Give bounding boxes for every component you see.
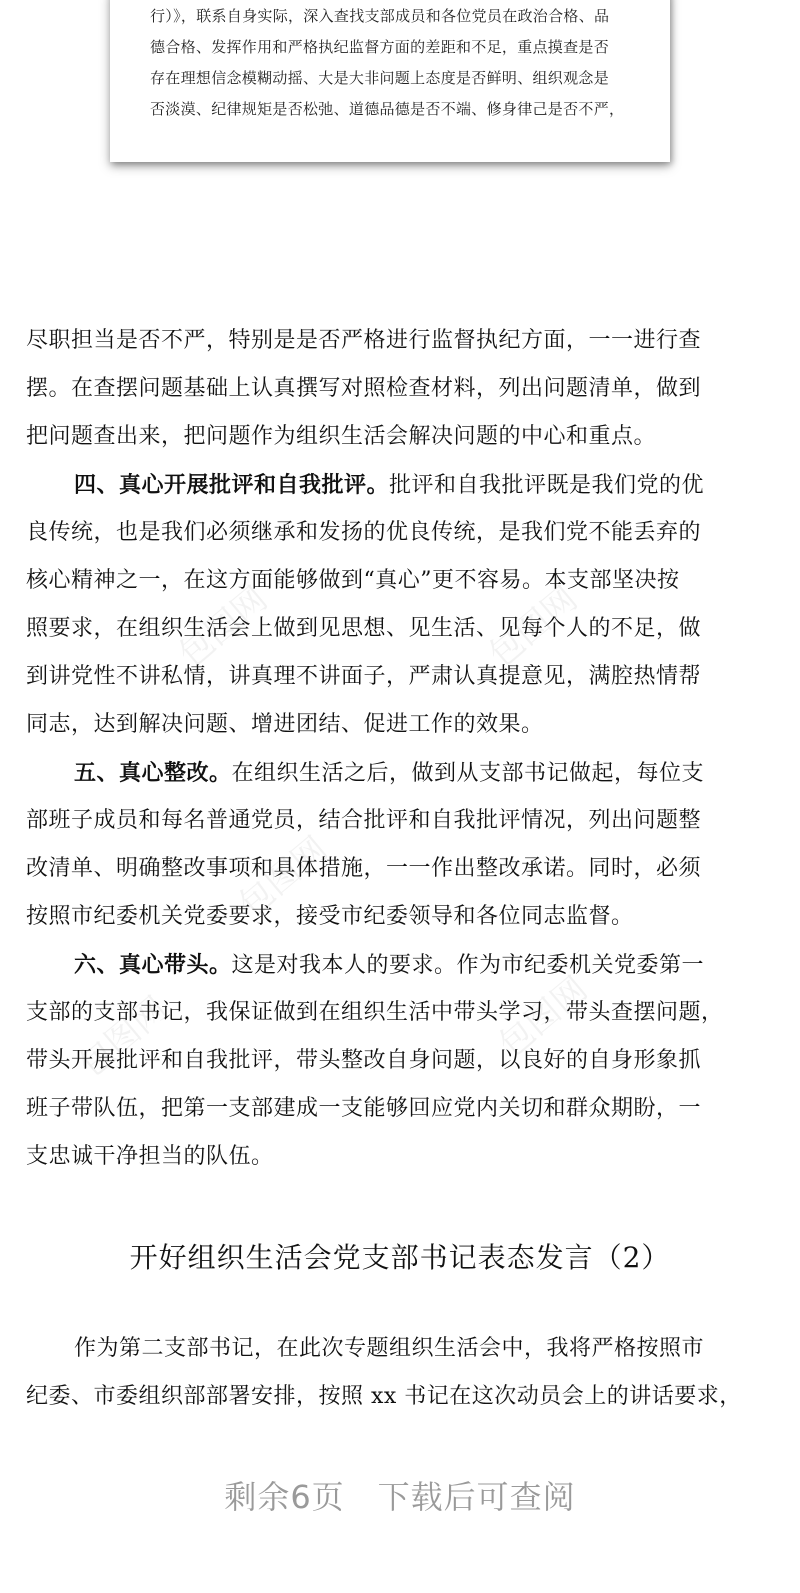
paragraph-line: 作为第二支部书记，在此次专题组织生活会中，我将严格按照市 — [74, 1336, 705, 1361]
paragraph-text: 这是对我本人的要求。作为市纪委机关党委第一 — [231, 953, 705, 978]
paragraph-line: 摆。在查摆问题基础上认真撰写对照检查材料，列出问题清单，做到 — [26, 376, 702, 401]
paragraph-line: 把问题查出来，把问题作为组织生活会解决问题的中心和重点。 — [26, 424, 657, 449]
card-line: 德合格、发挥作用和严格执纪监督方面的差距和不足，重点摸查是否 — [150, 38, 610, 56]
card-line: 否淡漠、纪律规矩是否松弛、道德品德是否不端、修身律己是否不严， — [150, 100, 625, 118]
card-line: 行）》，联系自身实际，深入查找支部成员和各位党员在政治合格、品 — [150, 7, 610, 25]
card-line: 存在理想信念模糊动摇、大是大非问题上态度是否鲜明、组织观念是 — [150, 69, 610, 87]
section-title: 开好组织生活会党支部书记表态发言（2） — [129, 1241, 671, 1274]
paragraph-text: 批评和自我批评既是我们党的优 — [389, 473, 705, 498]
paragraph-line: 带头开展批评和自我批评，带头整改自身问题，以良好的自身形象抓 — [26, 1048, 702, 1073]
paragraph-line: 到讲党性不讲私情，讲真理不讲面子，严肃认真提意见，满腔热情帮 — [26, 664, 702, 689]
paragraph-line: 良传统，也是我们必须继承和发扬的优良传统，是我们党不能丢弃的 — [26, 520, 702, 545]
watermark-icon: 包图网 — [171, 579, 276, 676]
preview-page-card — [110, 0, 670, 162]
paragraph-first-line — [74, 470, 774, 501]
paragraph-line: 支忠诚干净担当的队伍。 — [26, 1144, 274, 1169]
watermark-icon: 包图网 — [491, 969, 596, 1066]
section-heading: 五、真心整改。 — [74, 760, 232, 786]
section-heading: 六、真心带头。 — [74, 952, 232, 978]
paragraph-line: 纪委、市委组织部部署安排，按照 xx 书记在这次动员会上的讲话要求， — [26, 1384, 742, 1409]
paragraph-line: 改清单、明确整改事项和具体措施，一一作出整改承诺。同时，必须 — [26, 856, 702, 881]
paragraph-text: 在组织生活之后，做到从支部书记做起，每位支 — [231, 761, 705, 786]
watermark-icon: 包图网 — [231, 829, 336, 926]
section-heading: 四、真心开展批评和自我批评。 — [74, 472, 390, 498]
paragraph-line: 部班子成员和每名普通党员，结合批评和自我批评情况，列出问题整 — [26, 808, 702, 833]
paragraph-first-line — [74, 758, 774, 789]
paragraph-line: 尽职担当是否不严，特别是是否严格进行监督执纪方面，一一进行查 — [26, 328, 702, 353]
paragraph-line: 核心精神之一，在这方面能够做到“真心”更不容易。本支部坚决按 — [26, 568, 680, 593]
paragraph-line: 班子带队伍，把第一支部建成一支能够回应党内关切和群众期盼，一 — [26, 1096, 702, 1121]
paragraph-first-line — [74, 950, 774, 981]
remaining-pages-label[interactable]: 剩余6页 下载后可查阅 — [224, 1478, 576, 1516]
paragraph-line: 同志，达到解决问题、增进团结、促进工作的效果。 — [26, 712, 544, 737]
paragraph-line: 按照市纪委机关党委要求，接受市纪委领导和各位同志监督。 — [26, 904, 634, 929]
watermark-icon: 包图网 — [481, 579, 586, 676]
paragraph-line: 支部的支部书记，我保证做到在组织生活中带头学习，带头查摆问题， — [26, 1000, 724, 1025]
paragraph-line: 照要求，在组织生活会上做到见思想、见生活、见每个人的不足，做 — [26, 616, 702, 641]
watermark-icon: 包图网 — [71, 989, 176, 1086]
